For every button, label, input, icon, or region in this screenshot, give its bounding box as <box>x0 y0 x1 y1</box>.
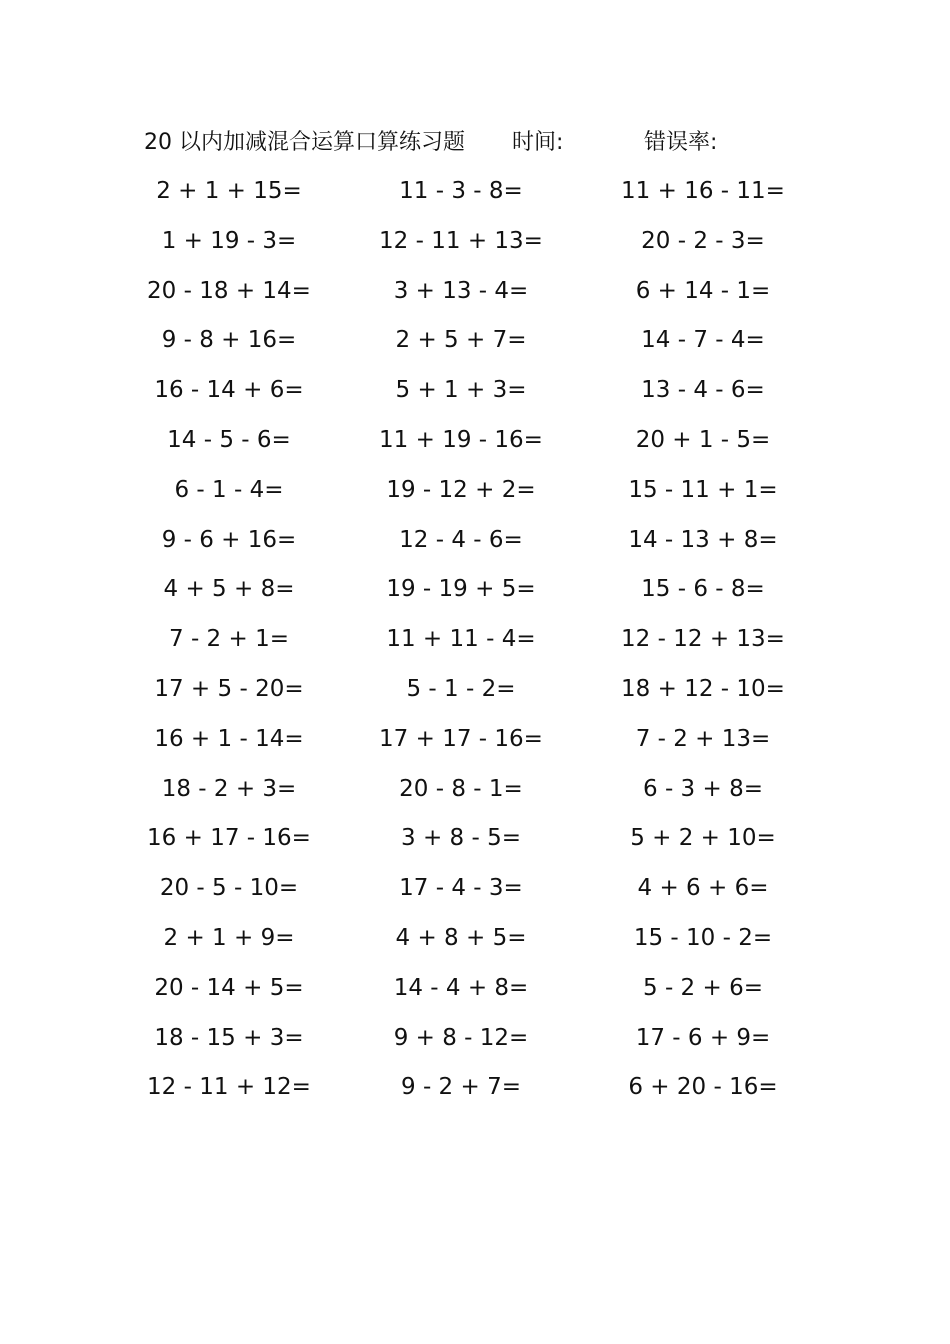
arithmetic-problem: 6 - 1 - 4= <box>174 476 284 503</box>
arithmetic-problem: 12 - 4 - 6= <box>399 526 523 553</box>
time-label: 时间: <box>512 130 564 155</box>
arithmetic-problem: 9 - 8 + 16= <box>161 327 297 354</box>
problem-row <box>0 473 950 523</box>
arithmetic-problem: 5 - 1 - 2= <box>406 675 516 702</box>
arithmetic-problem: 14 - 5 - 6= <box>167 426 291 453</box>
problem-row <box>0 1021 950 1071</box>
arithmetic-problem: 14 - 7 - 4= <box>641 327 765 354</box>
arithmetic-problem: 18 - 15 + 3= <box>154 1024 304 1051</box>
problem-row <box>0 722 950 772</box>
problem-row <box>0 821 950 871</box>
arithmetic-problem: 5 + 1 + 3= <box>395 377 527 404</box>
arithmetic-problem: 16 + 1 - 14= <box>154 725 304 752</box>
arithmetic-problem: 7 - 2 + 13= <box>635 725 771 752</box>
arithmetic-problem: 11 - 3 - 8= <box>399 178 523 204</box>
arithmetic-problem: 20 - 8 - 1= <box>399 775 523 802</box>
arithmetic-problem: 20 + 1 - 5= <box>635 426 771 453</box>
problem-row <box>0 772 950 822</box>
problem-row <box>0 572 950 622</box>
arithmetic-problem: 7 - 2 + 1= <box>169 626 289 653</box>
problem-row <box>0 523 950 573</box>
page-title: 20 以内加减混合运算口算练习题 <box>144 130 465 155</box>
arithmetic-problem: 11 + 16 - 11= <box>621 178 785 204</box>
problem-row <box>0 323 950 373</box>
arithmetic-problem: 4 + 6 + 6= <box>637 875 769 902</box>
arithmetic-problem: 4 + 5 + 8= <box>163 576 295 603</box>
arithmetic-problem: 2 + 1 + 9= <box>163 924 295 951</box>
arithmetic-problem: 14 - 4 + 8= <box>393 974 529 1001</box>
problem-row <box>0 921 950 971</box>
arithmetic-problem: 3 + 13 - 4= <box>393 277 529 304</box>
arithmetic-problem: 14 - 13 + 8= <box>628 526 778 553</box>
arithmetic-problem: 12 - 11 + 12= <box>147 1074 311 1101</box>
problem-row <box>0 373 950 423</box>
problem-row <box>0 672 950 722</box>
arithmetic-problem: 4 + 8 + 5= <box>395 924 527 951</box>
arithmetic-problem: 16 - 14 + 6= <box>154 377 304 404</box>
problem-row <box>0 274 950 324</box>
arithmetic-problem: 19 - 19 + 5= <box>386 576 536 603</box>
arithmetic-problem: 19 - 12 + 2= <box>386 476 536 503</box>
arithmetic-problem: 5 - 2 + 6= <box>643 974 763 1001</box>
arithmetic-problem: 6 - 3 + 8= <box>643 775 763 802</box>
problem-row <box>0 1070 950 1120</box>
arithmetic-problem: 17 + 17 - 16= <box>379 725 543 752</box>
arithmetic-problem: 6 + 14 - 1= <box>635 277 771 304</box>
arithmetic-problem: 17 - 4 - 3= <box>399 875 523 902</box>
arithmetic-problem: 6 + 20 - 16= <box>628 1074 778 1101</box>
arithmetic-problem: 9 + 8 - 12= <box>393 1024 529 1051</box>
error-rate-label: 错误率: <box>644 130 718 155</box>
problem-row <box>0 622 950 672</box>
arithmetic-problem: 2 + 5 + 7= <box>395 327 527 354</box>
problem-row <box>0 224 950 274</box>
arithmetic-problem: 20 - 14 + 5= <box>154 974 304 1001</box>
arithmetic-problem: 12 - 12 + 13= <box>621 626 785 653</box>
arithmetic-problem: 1 + 19 - 3= <box>161 227 297 254</box>
arithmetic-problem: 15 - 10 - 2= <box>633 924 773 951</box>
arithmetic-problem: 15 - 6 - 8= <box>641 576 765 603</box>
arithmetic-problem: 3 + 8 - 5= <box>401 825 521 852</box>
arithmetic-problem: 20 - 18 + 14= <box>147 277 311 304</box>
problem-row <box>0 871 950 921</box>
arithmetic-problem: 11 + 11 - 4= <box>386 626 536 653</box>
arithmetic-problem: 9 - 6 + 16= <box>161 526 297 553</box>
arithmetic-problem: 17 + 5 - 20= <box>154 675 304 702</box>
arithmetic-problem: 20 - 5 - 10= <box>159 875 299 902</box>
problem-grid <box>0 174 950 1120</box>
arithmetic-problem: 16 + 17 - 16= <box>147 825 311 852</box>
arithmetic-problem: 18 + 12 - 10= <box>621 675 785 702</box>
problem-row <box>0 423 950 473</box>
arithmetic-problem: 12 - 11 + 13= <box>379 227 543 254</box>
arithmetic-problem: 11 + 19 - 16= <box>379 426 543 453</box>
problem-row <box>0 971 950 1021</box>
arithmetic-problem: 2 + 1 + 15= <box>156 178 302 204</box>
arithmetic-problem: 17 - 6 + 9= <box>635 1024 771 1051</box>
arithmetic-problem: 20 - 2 - 3= <box>641 227 765 254</box>
problem-row <box>0 174 950 224</box>
arithmetic-problem: 5 + 2 + 10= <box>630 825 776 852</box>
arithmetic-problem: 18 - 2 + 3= <box>161 775 297 802</box>
arithmetic-problem: 15 - 11 + 1= <box>628 476 778 503</box>
arithmetic-problem: 13 - 4 - 6= <box>641 377 765 404</box>
arithmetic-problem: 9 - 2 + 7= <box>401 1074 521 1101</box>
worksheet-header <box>144 126 804 160</box>
